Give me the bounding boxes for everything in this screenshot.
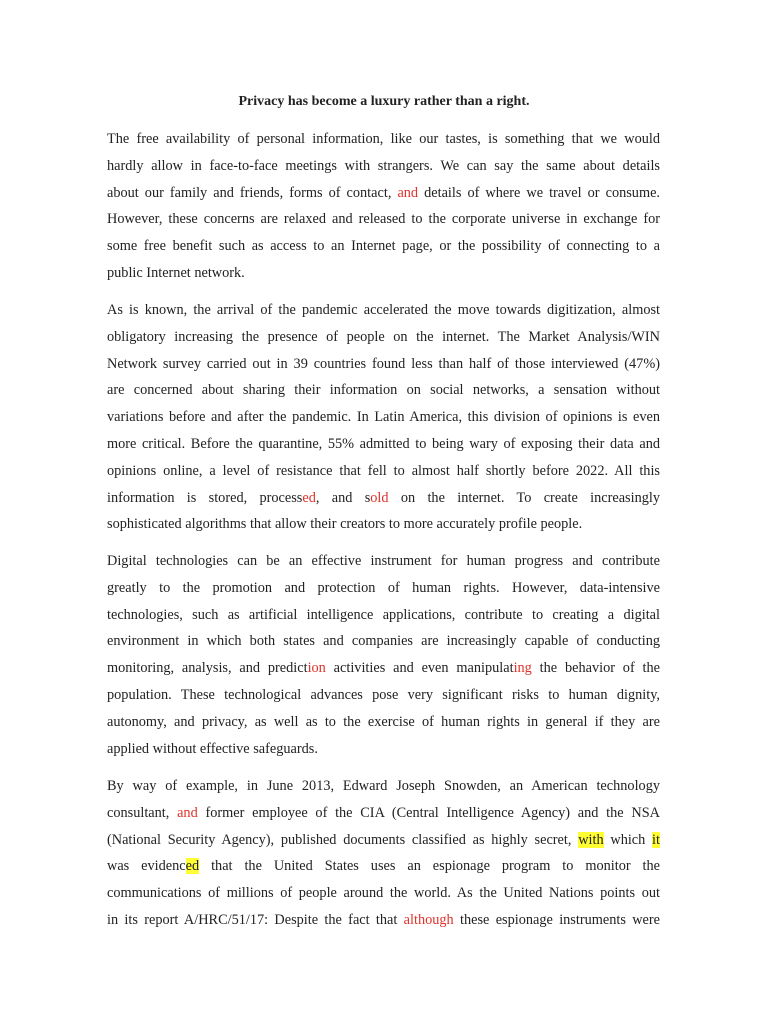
text-run: By way of example, in June 2013, Edward Joseph Snowden, an American technology bbox=[107, 778, 660, 794]
paragraph-line bbox=[107, 233, 660, 260]
text-run: environment in which both states and companies are increasingly capable of conducting bbox=[107, 633, 660, 650]
paragraph-1 bbox=[107, 126, 660, 287]
text-run: The free availability of personal information, like our tastes, is something that we would bbox=[107, 131, 660, 147]
paragraph-line bbox=[107, 709, 660, 736]
paragraph-line bbox=[107, 351, 660, 378]
text-run: these espionage instruments were bbox=[453, 911, 660, 928]
paragraph-line bbox=[107, 655, 660, 682]
paragraph-line bbox=[107, 153, 660, 180]
text-run: obligatory increasing the presence of people on the internet. The Market Analysis/WIN bbox=[107, 328, 660, 345]
text-run: applied without effective safeguards. bbox=[107, 740, 318, 757]
paragraph-line bbox=[107, 827, 660, 854]
paragraph-line bbox=[107, 297, 660, 324]
text-run: are concerned about sharing their information on social networks, a sensation without bbox=[107, 382, 660, 399]
text-run: Digital technologies can be an effective instrument for human progress and contribute bbox=[107, 553, 660, 569]
paragraph-3 bbox=[107, 548, 660, 762]
text-run: hardly allow in face-to-face meetings with strangers. We can say the same about details bbox=[107, 157, 660, 174]
text-run: , and s bbox=[315, 489, 371, 506]
paragraph-line bbox=[107, 126, 660, 153]
text-run: activities and even manipulat bbox=[325, 660, 514, 677]
text-run: greatly to the promotion and protection of human rights. However, data-intensive bbox=[107, 579, 660, 596]
text-run: information is stored, process bbox=[107, 489, 303, 506]
paragraph-line bbox=[107, 458, 660, 485]
highlighted-text: with bbox=[578, 831, 604, 848]
text-run: details of where we travel or consume. bbox=[418, 184, 660, 201]
text-run: was evidenc bbox=[107, 858, 186, 875]
text-run: on the internet. To create increasingly bbox=[388, 489, 661, 506]
text-run: in its report A/HRC/51/17: Despite the fact that bbox=[107, 911, 404, 928]
text-run: sophisticated algorithms that allow their creators to more accurately profile people. bbox=[107, 516, 583, 533]
red-markup-text: old bbox=[370, 489, 389, 506]
text-run: former employee of the CIA (Central Intelligence Agency) and the NSA bbox=[197, 804, 660, 821]
paragraph-line bbox=[107, 548, 660, 575]
paragraph-line bbox=[107, 431, 660, 458]
text-run: However, these concerns are relaxed and released to the corporate universe in exchange for bbox=[107, 211, 660, 228]
paragraph-line bbox=[107, 773, 660, 800]
text-run: communications of millions of people around the world. As the United Nations points out bbox=[107, 885, 660, 902]
paragraph-4 bbox=[107, 773, 660, 934]
paragraph-line bbox=[107, 853, 660, 880]
paragraph-line bbox=[107, 880, 660, 907]
text-run: some free benefit such as access to an Internet page, or the possibility of connecting to a bbox=[107, 238, 660, 255]
text-run: variations before and after the pandemic. In Latin America, this division of opinions is even bbox=[107, 409, 660, 426]
text-run: autonomy, and privacy, as well as to the exercise of human rights in general if they are bbox=[107, 713, 660, 730]
highlighted-text: ed bbox=[185, 858, 200, 875]
text-run: consultant, bbox=[107, 804, 178, 821]
paragraph-line bbox=[107, 206, 660, 233]
text-run: more critical. Before the quarantine, 55% admitted to being wary of exposing their data and bbox=[107, 435, 660, 452]
text-run: population. These technological advances pose very significant risks to human dignity, bbox=[107, 686, 660, 703]
red-markup-text: and bbox=[397, 184, 419, 201]
paragraph-line bbox=[107, 575, 660, 602]
paragraph-line bbox=[107, 180, 660, 207]
paragraph-line bbox=[107, 602, 660, 629]
text-run: public Internet network. bbox=[107, 264, 245, 281]
text-run: opinions online, a level of resistance that fell to almost half shortly before 2022. All this bbox=[107, 462, 660, 479]
paragraph-line bbox=[107, 324, 660, 351]
text-run: As is known, the arrival of the pandemic accelerated the move towards digitization, almost bbox=[107, 302, 660, 318]
red-markup-text: ed bbox=[302, 489, 316, 506]
text-run: technologies, such as artificial intelligence applications, contribute to creating a digital bbox=[107, 606, 660, 623]
paragraph-2 bbox=[107, 297, 660, 538]
paragraph-line bbox=[107, 511, 660, 538]
document-title: Privacy has become a luxury rather than a right. bbox=[238, 94, 530, 109]
text-run: monitoring, analysis, and predict bbox=[107, 660, 308, 677]
paragraph-line bbox=[107, 485, 660, 512]
paragraph-line bbox=[107, 260, 660, 287]
red-markup-text: ion bbox=[307, 660, 326, 677]
text-run: which bbox=[603, 831, 653, 848]
paragraph-line bbox=[107, 736, 660, 763]
paragraph-line bbox=[107, 682, 660, 709]
paragraph-line bbox=[107, 800, 660, 827]
text-run: about our family and friends, forms of contact, bbox=[107, 184, 398, 201]
paragraph-line bbox=[107, 377, 660, 404]
paragraph-line bbox=[107, 907, 660, 934]
paragraph-line bbox=[107, 404, 660, 431]
red-markup-text: ing bbox=[513, 660, 532, 677]
text-run: Network survey carried out in 39 countries found less than half of those interviewed (47%) bbox=[107, 355, 660, 372]
red-markup-text: and bbox=[177, 804, 198, 821]
highlighted-text: it bbox=[652, 831, 660, 848]
text-run: the behavior of the bbox=[531, 660, 660, 677]
paragraph-line bbox=[107, 628, 660, 655]
text-run: (National Security Agency), published documents classified as highly secret, bbox=[107, 831, 579, 848]
text-run: that the United States uses an espionage program to monitor the bbox=[199, 858, 661, 875]
red-markup-text: although bbox=[403, 911, 454, 928]
